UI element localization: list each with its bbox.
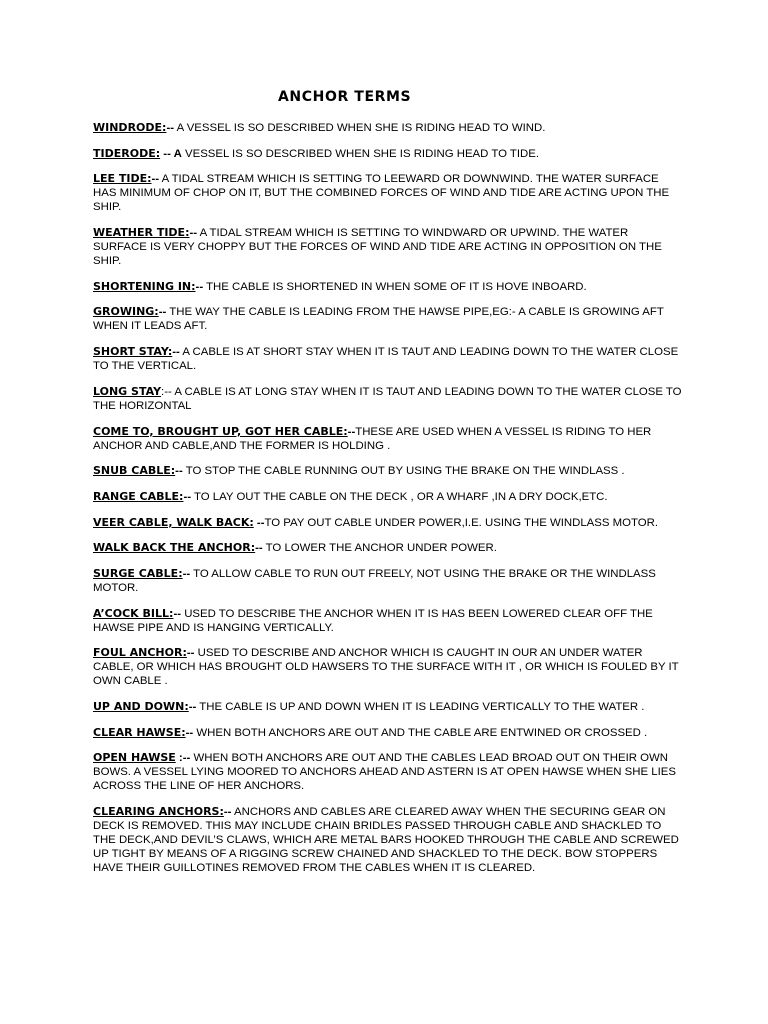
term-name: TIDERODE: (93, 146, 161, 160)
term-definition: ANCHORS AND CABLES ARE CLEARED AWAY WHEN THE SECURING GEAR ON DECK IS REMOVED. THIS MAY INCLUDE CHAIN BRIDLES PASSED THROUGH CABLE AND SHACKLED TO THE DECK,AND DEVIL’S CLAWS, WHICH ARE METAL BARS HOOKED THROUGH THE CABLE AND SCREWED UP TIGHT BY MEANS OF A RIGGING SCREW CHAINED AND SHACKLED TO THE DECK. BOW STOPPERS HAVE THEIR GUILLOTINES REMOVED FROM THE CABLES WHEN IT IS CLEARED. (93, 806, 679, 875)
term-separator: -- (151, 173, 160, 186)
term-entry-weather-tide (93, 226, 683, 268)
term-separator: -- (189, 227, 198, 240)
term-definition: TO LOWER THE ANCHOR UNDER POWER. (262, 542, 497, 555)
term-entry-growing (93, 305, 683, 333)
term-name: LONG STAY (93, 384, 162, 398)
term-separator: -- (253, 516, 265, 529)
term-name: GROWING: (93, 305, 159, 319)
term-definition: TO STOP THE CABLE RUNNING OUT BY USING THE BRAKE ON THE WINDLASS . (182, 465, 625, 478)
term-definition: A TIDAL STREAM WHICH IS SETTING TO LEEWARD OR DOWNWIND. THE WATER SURFACE HAS MINIMUM OF CHOP ON IT, BUT THE COMBINED FORCES OF WIND AND TIDE ARE ACTING UPON THE SHIP. (93, 173, 670, 214)
term-separator: -- (188, 701, 197, 713)
term-separator: -- (183, 490, 192, 503)
term-definition: TO LAY OUT THE CABLE ON THE DECK , OR A WHARF ,IN A DRY DOCK,ETC. (191, 490, 608, 503)
term-entry-windrode (93, 121, 683, 135)
term-definition: TO PAY OUT CABLE UNDER POWER,I.E. USING THE WINDLASS MOTOR. (264, 516, 658, 529)
term-entry-open-hawse (93, 751, 683, 793)
term-definition: USED TO DESCRIBE AND ANCHOR WHICH IS CAUGHT IN OUR AN UNDER WATER CABLE, OR WHICH HAS BROUGHT OLD HAWSERS TO THE SURFACE WITH IT , OR WHICH IS FOULED BY IT OWN CABLE . (93, 647, 679, 688)
page-title: ANCHOR TERMS (278, 89, 412, 105)
term-entry-veer-cable (93, 516, 683, 530)
term-name: CLEARING ANCHORS: (93, 805, 224, 819)
term-entry-snub-cable (93, 464, 683, 478)
term-separator: -- (173, 607, 182, 620)
term-entry-short-stay (93, 345, 683, 373)
term-entry-walk-back-the-anchor (93, 541, 683, 555)
term-separator: -- A (160, 147, 182, 160)
term-entry-tiderode (93, 147, 683, 161)
term-name: FOUL ANCHOR: (93, 646, 187, 660)
term-separator: :-- (175, 752, 191, 765)
term-entry-surge-cable (93, 567, 683, 595)
term-separator: -- (195, 280, 204, 293)
term-definition: USED TO DESCRIBE THE ANCHOR WHEN IT IS HAS BEEN LOWERED CLEAR OFF THE HAWSE PIPE AND IS HANGING VERTICALLY. (93, 607, 653, 634)
term-definition: WHEN BOTH ANCHORS ARE OUT AND THE CABLE ARE ENTWINED OR CROSSED . (193, 726, 648, 739)
term-name: OPEN HAWSE (93, 751, 176, 765)
term-separator: -- (223, 806, 232, 819)
term-name: SHORT STAY: (93, 345, 173, 359)
term-name: SNUB CABLE: (93, 464, 176, 478)
term-name: COME TO, BROUGHT UP, GOT HER CABLE: (93, 424, 348, 438)
term-name: WALK BACK THE ANCHOR: (93, 541, 256, 555)
term-definition: A CABLE IS AT SHORT STAY WHEN IT IS TAUT AND LEADING DOWN TO THE WATER CLOSE TO THE VERTICAL. (93, 346, 679, 373)
term-separator: -- (175, 465, 183, 478)
term-entry-clearing-anchors (93, 805, 683, 875)
term-definition: THE CABLE IS SHORTENED IN WHEN SOME OF IT IS HOVE INBOARD. (203, 280, 587, 293)
term-name: WINDRODE: (93, 121, 167, 134)
term-separator: -- (172, 346, 180, 359)
term-separator: -- (255, 542, 263, 555)
term-entry-range-cable (93, 490, 683, 504)
term-name: RANGE CABLE: (93, 489, 184, 503)
term-entry-acock-bill (93, 607, 683, 635)
term-definition: WHEN BOTH ANCHORS ARE OUT AND THE CABLES LEAD BROAD OUT ON THEIR OWN BOWS. A VESSEL LYING MOORED TO ANCHORS AHEAD AND ASTERN IS AT OPEN HAWSE WHEN SHE LIES ACROSS THE LINE OF HER ANCHORS. (93, 752, 676, 793)
term-separator: -- (186, 647, 195, 660)
term-name: UP AND DOWN: (93, 700, 189, 713)
term-name: LEE TIDE: (93, 172, 152, 186)
term-separator: :-- (161, 385, 172, 398)
term-separator: -- (182, 567, 191, 580)
term-name: SHORTENING IN: (93, 279, 196, 293)
term-entry-long-stay (93, 385, 683, 413)
term-name: VEER CABLE, WALK BACK: (93, 515, 254, 529)
term-entry-shortening-in (93, 280, 683, 294)
term-entry-lee-tide (93, 172, 683, 214)
term-name: WEATHER TIDE: (93, 226, 190, 240)
term-entry-clear-hawse (93, 726, 683, 740)
term-definition: VESSEL IS SO DESCRIBED WHEN SHE IS RIDING HEAD TO TIDE. (181, 147, 540, 160)
term-separator: -- (185, 726, 194, 739)
term-entry-come-to (93, 425, 683, 453)
term-definition: TO ALLOW CABLE TO RUN OUT FREELY, NOT USING THE BRAKE OR THE WINDLASS MOTOR. (93, 567, 656, 594)
term-separator: -- (166, 122, 175, 134)
term-entry-foul-anchor (93, 646, 683, 688)
term-definition: A VESSEL IS SO DESCRIBED WHEN SHE IS RIDING HEAD TO WIND. (174, 122, 546, 134)
term-definition: THESE ARE USED WHEN A VESSEL IS RIDING TO HER ANCHOR AND CABLE,AND THE FORMER IS HOLDING . (93, 425, 652, 452)
term-entry-up-and-down (93, 700, 683, 714)
term-name: A’COCK BILL: (93, 606, 174, 620)
term-definition: A TIDAL STREAM WHICH IS SETTING TO WINDWARD OR UPWIND. THE WATER SURFACE IS VERY CHOPPY BUT THE FORCES OF WIND AND TIDE ARE ACTING IN OPPOSITION ON THE SHIP. (93, 227, 662, 268)
term-list (93, 121, 683, 887)
term-definition: A CABLE IS AT LONG STAY WHEN IT IS TAUT AND LEADING DOWN TO THE WATER CLOSE TO THE HORIZONTAL (93, 385, 682, 412)
term-separator: -- (347, 425, 356, 438)
term-definition: THE CABLE IS UP AND DOWN WHEN IT IS LEADING VERTICALLY TO THE WATER . (196, 701, 645, 713)
term-definition: THE WAY THE CABLE IS LEADING FROM THE HAWSE PIPE,EG:- A CABLE IS GROWING AFT WHEN IT LEADS AFT. (93, 306, 664, 333)
term-separator: -- (158, 306, 167, 319)
term-name: SURGE CABLE: (93, 566, 183, 580)
term-name: CLEAR HAWSE: (93, 725, 186, 739)
